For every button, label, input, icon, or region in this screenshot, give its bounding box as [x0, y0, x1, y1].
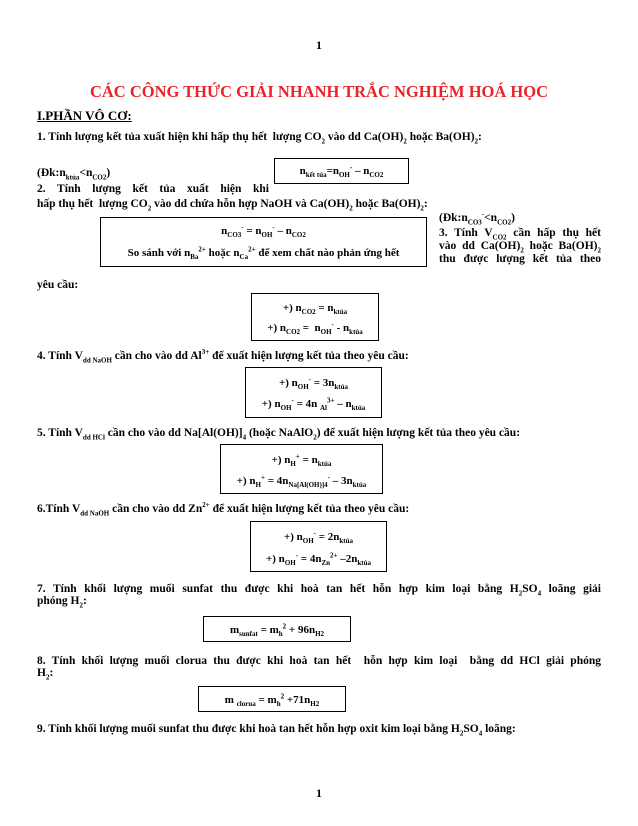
item-5: 5. Tính $V_{dd HCl}$ cần cho vào dd $Na[Al(OH)]_4$ (hoặc NaAlO$_2$) để xuất hiện lượng kết tủa theo yêu cầu:	[37, 427, 521, 442]
formula-box-8	[198, 686, 346, 712]
formula-8: m $_{clorua} = m_h^2 +71n_{H2}$	[224, 692, 320, 709]
item-4: 4. Tính $V_{dd NaOH}$ cần cho vào dd $Al^{3+}$ để xuất hiện lượng kết tủa theo yêu cầu:	[37, 348, 409, 365]
item-2-line-1: 2. Tính lượng kết tủa xuất hiện khi	[37, 183, 269, 195]
item-2-line-2: hấp thụ hết lượng $CO_2$ vào dd chứa hỗn hợp NaOH và $Ca(OH)_2$ hoặc $Ba(OH)_2$:	[37, 198, 428, 213]
condition-1: $(Đk:n_{ktủa}<n_{CO2})$	[37, 167, 111, 182]
formula-7: $m_{sunfat} = m_h^2 + 96n_{H2}$	[229, 622, 325, 639]
formula-2b: So sánh với $n_{Ba}^{2+}$ hoặc $n_{Ca}^{2+}$ để xem chất nào phản ứng hết	[127, 245, 400, 262]
formula-box-6	[250, 521, 387, 572]
formula-6a: +) $n_{OH}^- = 2n_{ktủa}$	[283, 529, 354, 546]
item-3-tail: yêu cầu:	[37, 279, 79, 291]
item-9: 9. Tính khối lượng muối sunfat thu được khi hoà tan hết hỗn hợp oxit kim loại bằng $H_2SO_4$ loãng:	[37, 723, 516, 738]
formula-box-2	[100, 217, 427, 267]
formula-2a: $n_{CO3}^- = n_{OH}^- - n_{CO2}$	[221, 223, 306, 240]
formula-3b: +) $n_{CO2} = n_{OH}^- - n_{ktủa}$	[267, 320, 363, 337]
formula-6b: +) $n_{OH}^- = 4n_{Zn}^{2+}$ $-2n_{ktủa}$	[266, 551, 371, 568]
item-3: 3. Tính $V_{CO2}$ cần hấp thụ hết vào dd $Ca(OH)_2$ hoặc $Ba(OH)_2$ thu được lượng kết tủa theo	[439, 227, 601, 265]
formula-box-7	[203, 616, 351, 642]
formula-3a: +) $n_{CO2} = n_{ktủa}$	[282, 302, 348, 317]
item-8: 8. Tính khối lượng muối clorua thu được khi hoà tan hết hỗn hợp kim loại bằng dd HCl giải phóng $H_2$:	[37, 655, 601, 682]
formula-5b: +) $n_H^+ = 4n_{Na[Al(OH)]4}^- - 3n_{ktủa}$	[236, 473, 367, 490]
formula-box-5	[220, 444, 383, 494]
formula-4a: +) $n_{OH}^- = 3n_{ktủa}$	[278, 375, 349, 392]
item-6: 6.Tính $V_{dd NaOH}$ cần cho vào dd $Zn^{2+}$ để xuất hiện lượng kết tủa theo yêu cầu:	[37, 501, 410, 518]
item-1: 1. Tính lượng kết tủa xuất hiện khi hấp thụ hết lượng $CO_2$ vào dd $Ca(OH)_2$ hoặc $Ba(OH)_2$:	[37, 131, 482, 146]
item-7: 7. Tính khối lượng muối sunfat thu được khi hoà tan hết hỗn hợp kim loại bằng $H_2SO_4$ loãng giải phóng $H_2$:	[37, 583, 602, 610]
formula-5a: +) $n_H^+ = n_{ktủa}$	[271, 452, 332, 469]
formula-4b: +) $n_{OH}^- = 4n$ $_{Al}^{3+} - n_{ktủa}$	[261, 396, 366, 413]
condition-2: $(Đk:n_{CO3}^-<n_{CO2})$	[439, 210, 515, 227]
formula-1: $n_{kết tủa}=n_{OH}^- - n_{CO2}$	[299, 163, 384, 180]
formula-box-3	[251, 293, 379, 341]
formula-box-4	[245, 367, 382, 418]
page-title: CÁC CÔNG THỨC GIẢI NHANH TRẮC NGHIỆM HOÁ HỌC	[89, 82, 549, 101]
formula-box-1	[274, 158, 409, 184]
page-number-bottom: 1	[316, 786, 322, 800]
page-number-top: 1	[316, 38, 322, 52]
section-heading: I.PHẦN VÔ CƠ:	[37, 108, 132, 123]
